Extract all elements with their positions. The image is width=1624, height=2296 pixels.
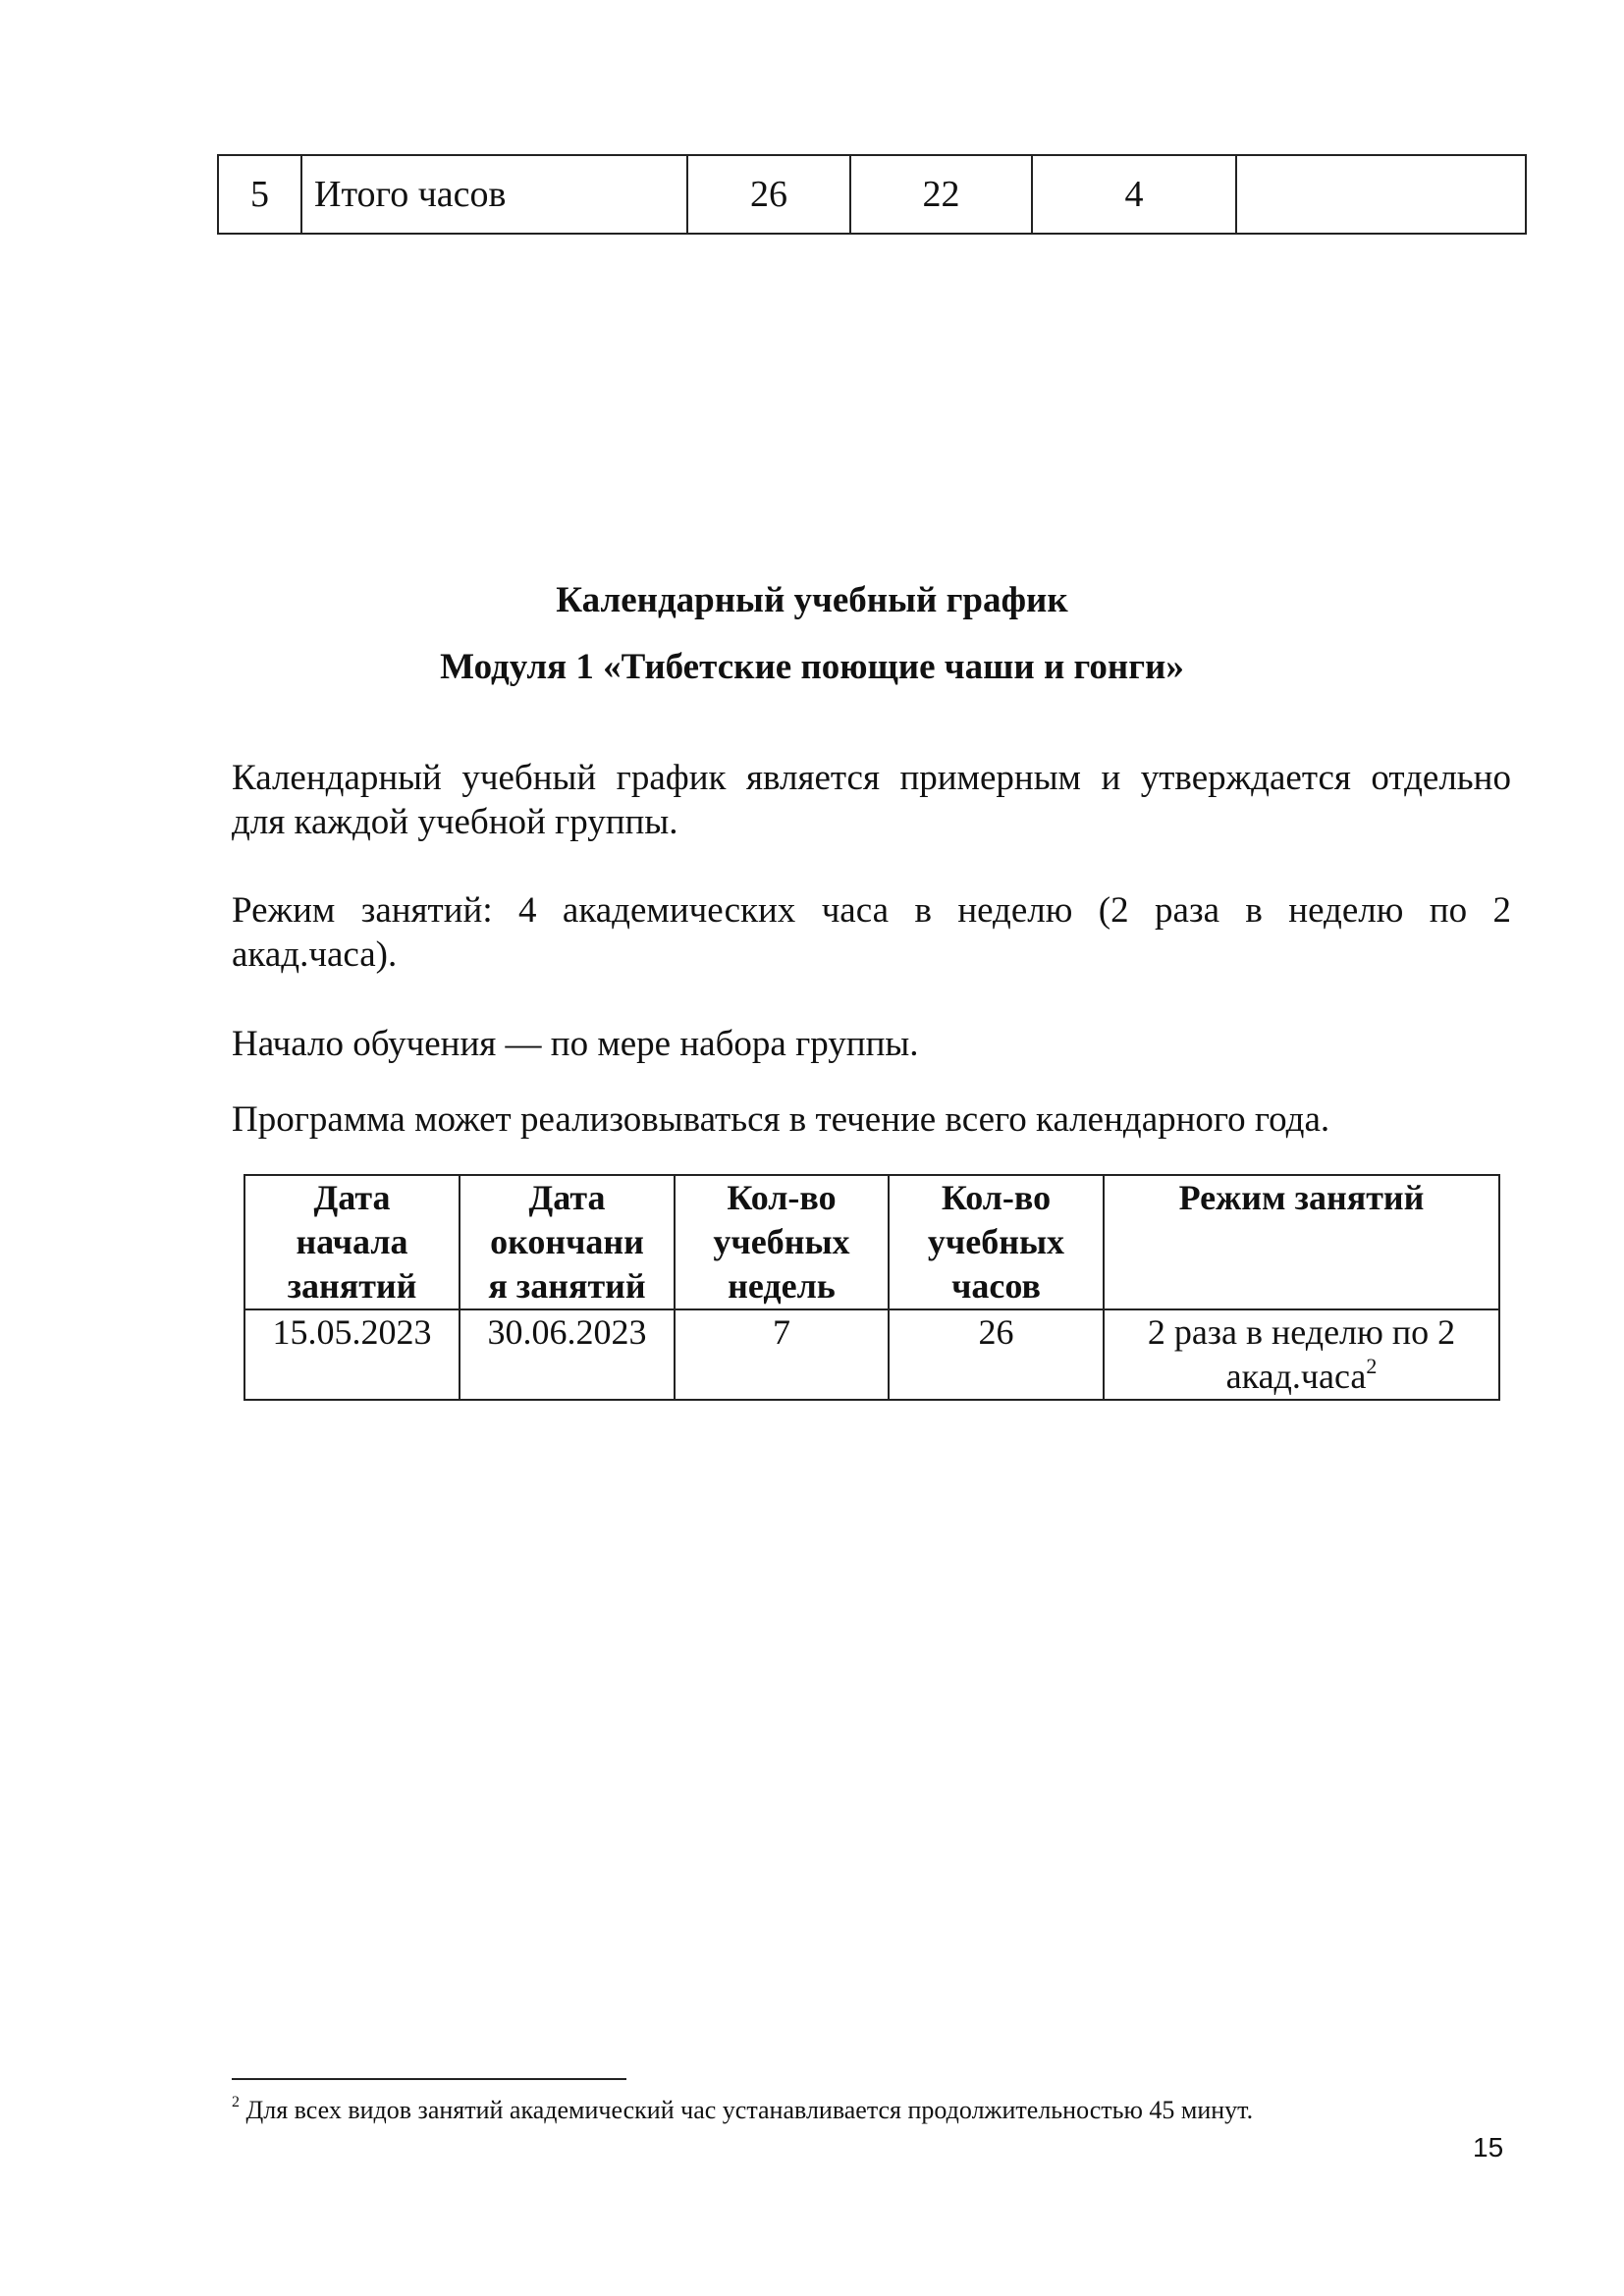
totals-table — [217, 154, 1527, 235]
module-title: Модуля 1 «Тибетские поющие чаши и гонги» — [440, 647, 1184, 687]
paragraph-schedule-note — [232, 756, 1511, 844]
row-label: Итого часов — [301, 155, 687, 234]
footnote-number: 2 — [232, 2094, 240, 2111]
header-end-date: Дата окончани я занятий — [460, 1175, 675, 1309]
row-number: 5 — [218, 155, 301, 234]
paragraph-class-mode — [232, 888, 1511, 977]
footnote-reference[interactable]: 2 — [1366, 1354, 1378, 1378]
paragraph-line: для каждой учебной группы. — [232, 802, 678, 842]
footnote-text: Для всех видов занятий академический час устанавливается продолжительностью 45 минут. — [245, 2096, 1254, 2124]
paragraph-line: Режим занятий: 4 академических часа в неделю (2 раза в неделю по 2 — [232, 890, 1511, 931]
mode-cell: 2 раза в неделю по 2 акад.часа$^2$ — [1104, 1309, 1499, 1400]
page-number: 15 — [1473, 2132, 1504, 2163]
table-row — [218, 155, 1526, 234]
table-header-row — [244, 1175, 1499, 1309]
hours-cell: 26 — [889, 1309, 1104, 1400]
weeks-cell: 7 — [675, 1309, 889, 1400]
paragraph-start: Начало обучения — по мере набора группы. — [232, 1024, 919, 1064]
header-weeks: Кол-во учебных недель — [675, 1175, 889, 1309]
footnote-separator — [232, 2078, 626, 2080]
practice-hours: 4 — [1032, 155, 1236, 234]
paragraph-line: Календарный учебный график является примерным и утверждается отдельно — [232, 758, 1511, 798]
theory-hours: 22 — [850, 155, 1032, 234]
empty-cell — [1236, 155, 1526, 234]
schedule-table — [244, 1174, 1500, 1401]
paragraph-period: Программа может реализовываться в течение всего календарного года. — [232, 1099, 1330, 1140]
end-date-cell: 30.06.2023 — [460, 1309, 675, 1400]
header-mode: Режим занятий — [1104, 1175, 1499, 1309]
paragraph-line: акад.часа). — [232, 934, 398, 975]
footnote — [232, 2096, 1253, 2125]
start-date-cell: 15.05.2023 — [244, 1309, 460, 1400]
total-hours: 26 — [687, 155, 850, 234]
header-start-date: Дата начала занятий — [244, 1175, 460, 1309]
section-title: Календарный учебный график — [556, 580, 1068, 620]
header-hours: Кол-во учебных часов — [889, 1175, 1104, 1309]
table-row — [244, 1309, 1499, 1400]
